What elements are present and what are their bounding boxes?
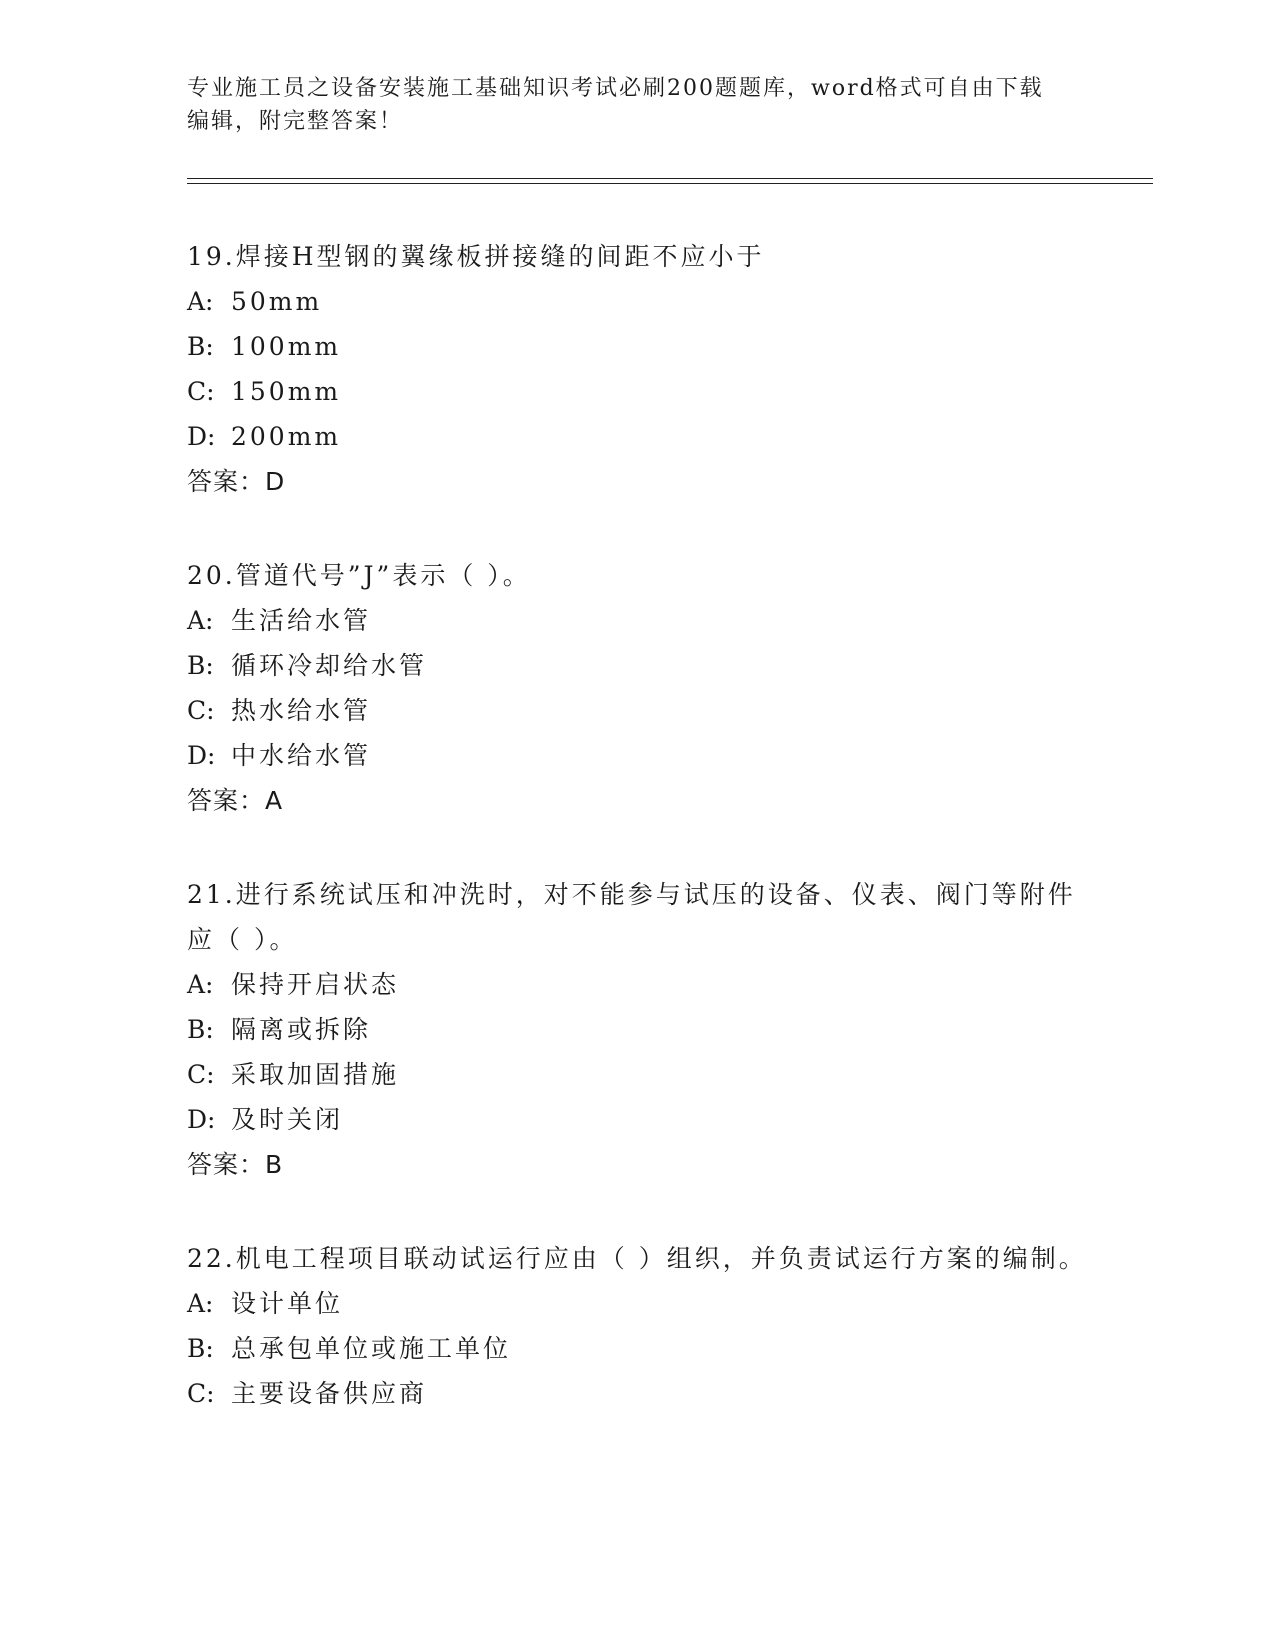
question-title: 19.焊接H型钢的翼缘板拼接缝的间距不应小于 [187,242,765,271]
option-text: 隔离或拆除 [231,1015,372,1044]
option-text: 200mm [231,422,342,451]
option-c [187,369,1087,414]
option-letter: A: [187,970,214,999]
option-letter: C: [187,1060,215,1089]
option-text: 中水给水管 [231,741,372,770]
option-letter: B: [187,1015,214,1044]
option-letter: D: [187,1105,216,1134]
option-letter: D: [187,741,216,770]
header-divider-top [187,178,1153,179]
option-letter: A: [187,287,214,316]
question-title: 20.管道代号”J”表示（ ）。 [187,561,531,590]
question-21 [187,872,1087,1187]
option-letter: A: [187,1289,214,1318]
option-text: 热水给水管 [231,696,372,725]
question-title: 21.进行系统试压和冲洗时，对不能参与试压的设备、仪表、阀门等附件应（ ）。 [187,880,1076,954]
option-c [187,688,1087,733]
question-22 [187,1236,1087,1416]
option-text: 采取加固措施 [231,1060,400,1089]
option-a [187,598,1087,643]
option-a [187,1281,1087,1326]
option-b [187,1326,1087,1371]
option-text: 循环冷却给水管 [231,651,428,680]
option-b [187,1007,1087,1052]
answer-line: 答案：D [187,467,286,496]
answer-line: 答案：B [187,1150,284,1179]
option-letter: B: [187,1334,214,1363]
question-title: 22.机电工程项目联动试运行应由（ ）组织，并负责试运行方案的编制。 [187,1244,1087,1273]
option-d [187,733,1087,778]
question-20 [187,553,1087,823]
option-d [187,414,1087,459]
option-text: 设计单位 [231,1289,344,1318]
header-divider-bottom [187,183,1153,184]
option-letter: B: [187,332,214,361]
option-b [187,643,1087,688]
option-letter: C: [187,377,215,406]
question-19 [187,234,1087,504]
option-c [187,1052,1087,1097]
answer-line: 答案：A [187,786,284,815]
option-d [187,1097,1087,1142]
option-letter: D: [187,422,216,451]
option-letter: A: [187,606,214,635]
option-text: 主要设备供应商 [231,1379,428,1408]
option-text: 150mm [231,377,342,406]
option-text: 总承包单位或施工单位 [231,1334,512,1363]
option-letter: B: [187,651,214,680]
document-header: 专业施工员之设备安装施工基础知识考试必刷200题题库，word格式可自由下载编辑，附完整答案！ [187,76,1044,134]
option-a [187,279,1087,324]
option-c [187,1371,1087,1416]
option-text: 及时关闭 [231,1105,344,1134]
option-a [187,962,1087,1007]
option-b [187,324,1087,369]
option-text: 50mm [231,287,323,316]
option-letter: C: [187,696,215,725]
option-text: 生活给水管 [231,606,372,635]
option-text: 保持开启状态 [231,970,400,999]
option-letter: C: [187,1379,215,1408]
option-text: 100mm [231,332,342,361]
